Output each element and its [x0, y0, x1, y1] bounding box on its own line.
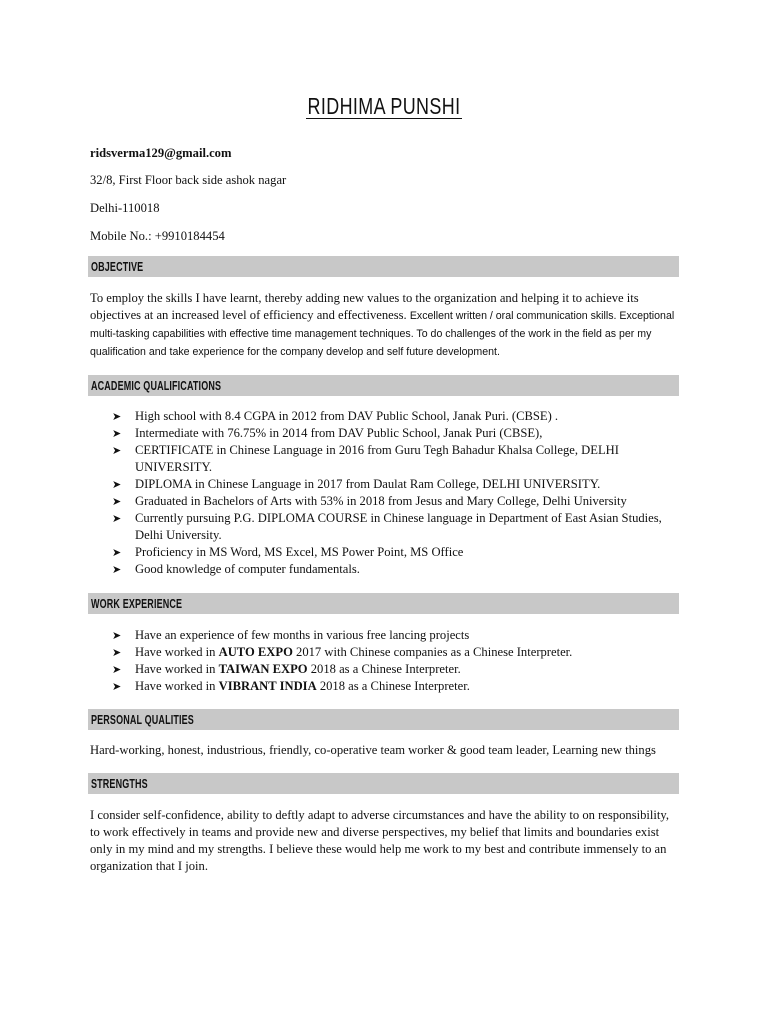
- work-item-post: 2018 as a Chinese Interpreter.: [307, 662, 461, 676]
- personal-heading-text: PERSONAL QUALITIES: [91, 713, 194, 727]
- academic-item-text: Proficiency in MS Word, MS Excel, MS Power Point, MS Office: [135, 545, 464, 559]
- strengths-heading-text: STRENGTHS: [91, 777, 148, 791]
- academic-item-text: CERTIFICATE in Chinese Language in 2016 from Guru Tegh Bahadur Khalsa College, DELHI UNIVERSITY.: [135, 443, 619, 474]
- arrow-right-bullet-icon: ➤: [112, 629, 122, 642]
- arrow-right-bullet-icon: ➤: [112, 680, 122, 693]
- arrow-right-bullet-icon: ➤: [112, 410, 122, 423]
- academic-item: [112, 493, 672, 510]
- academic-item-text: Graduated in Bachelors of Arts with 53% in 2018 from Jesus and Mary College, Delhi University: [135, 494, 627, 508]
- academic-heading: [88, 375, 679, 396]
- candidate-name: [84, 93, 683, 119]
- work-item-bold: VIBRANT INDIA: [218, 679, 317, 693]
- email: ridsverma129@gmail.com: [90, 146, 232, 160]
- academic-item-text: DIPLOMA in Chinese Language in 2017 from Daulat Ram College, DELHI UNIVERSITY.: [135, 477, 601, 491]
- academic-item: [112, 561, 672, 578]
- academic-heading-text: ACADEMIC QUALIFICATIONS: [91, 379, 222, 393]
- academic-item: [112, 442, 672, 476]
- arrow-right-bullet-icon: ➤: [112, 444, 122, 457]
- objective-heading-text: OBJECTIVE: [91, 260, 144, 274]
- academic-item-text: Intermediate with 76.75% in 2014 from DAV Public School, Janak Puri (CBSE),: [135, 426, 543, 440]
- arrow-right-bullet-icon: ➤: [112, 546, 122, 559]
- work-item: [112, 678, 672, 695]
- work-item-pre: Have worked in: [135, 662, 219, 676]
- academic-item: [112, 476, 672, 493]
- work-item-pre: Have worked in: [135, 645, 219, 659]
- academic-item-text: Good knowledge of computer fundamentals.: [135, 562, 360, 576]
- strengths-heading: [88, 773, 679, 794]
- arrow-right-bullet-icon: ➤: [112, 663, 122, 676]
- objective-text-serif: To employ the skills I have learnt, thereby adding new values to the organization and helping it to achieve its objectives at an increased level of efficiency and effectiveness.: [90, 291, 639, 322]
- work-item: [112, 644, 672, 661]
- objective-heading: [88, 256, 679, 277]
- arrow-right-bullet-icon: ➤: [112, 427, 122, 440]
- objective-text: [90, 290, 682, 361]
- work-item-post: 2017 with Chinese companies as a Chinese Interpreter.: [292, 645, 573, 659]
- candidate-name-text: RIDHIMA PUNSHI: [307, 93, 461, 119]
- work-item-pre: Have an experience of few months in various free lancing projects: [135, 628, 470, 642]
- arrow-right-bullet-icon: ➤: [112, 495, 122, 508]
- strengths-text: I consider self-confidence, ability to deftly adapt to adverse circumstances and have the ability to on responsibility, to work effectively in teams and provide new and diverse perspectives, my belief that limits and boundaries exist only in my mind and my strengths. I believe these would help me work to my best and contribute immensely to an organization that I join.: [90, 808, 670, 873]
- academic-item: [112, 408, 672, 425]
- personal-text: Hard-working, honest, industrious, friendly, co-operative team worker & good team leader, Learning new things: [90, 743, 656, 757]
- academic-list: [112, 408, 672, 578]
- objective-text-sans: Excellent written / oral communication skills. Exceptional multi-tasking capabilities with effective time management techniques. To do challenges of the work in the field as per my qualification and take experience for the company develop and self future development.: [90, 310, 675, 358]
- work-heading-text: WORK EXPERIENCE: [91, 597, 183, 611]
- city-pin: Delhi-110018: [90, 201, 160, 215]
- work-item: [112, 661, 672, 678]
- address-line: 32/8, First Floor back side ashok nagar: [90, 173, 287, 187]
- work-item-pre: Have worked in: [135, 679, 219, 693]
- work-item-bold: AUTO EXPO: [218, 645, 293, 659]
- academic-item-text: Currently pursuing P.G. DIPLOMA COURSE in Chinese language in Department of East Asian Studies, Delhi University.: [135, 511, 662, 542]
- work-item-post: 2018 as a Chinese Interpreter.: [316, 679, 470, 693]
- mobile-number: Mobile No.: +9910184454: [90, 229, 225, 243]
- arrow-right-bullet-icon: ➤: [112, 478, 122, 491]
- arrow-right-bullet-icon: ➤: [112, 646, 122, 659]
- academic-item: [112, 510, 672, 544]
- arrow-right-bullet-icon: ➤: [112, 512, 122, 525]
- personal-heading: [88, 709, 679, 730]
- academic-item-text: High school with 8.4 CGPA in 2012 from DAV Public School, Janak Puri. (CBSE) .: [135, 409, 559, 423]
- work-item-bold: TAIWAN EXPO: [218, 662, 308, 676]
- work-item: [112, 627, 672, 644]
- arrow-right-bullet-icon: ➤: [112, 563, 122, 576]
- academic-item: [112, 544, 672, 561]
- work-list: [112, 627, 672, 695]
- work-heading: [88, 593, 679, 614]
- academic-item: [112, 425, 672, 442]
